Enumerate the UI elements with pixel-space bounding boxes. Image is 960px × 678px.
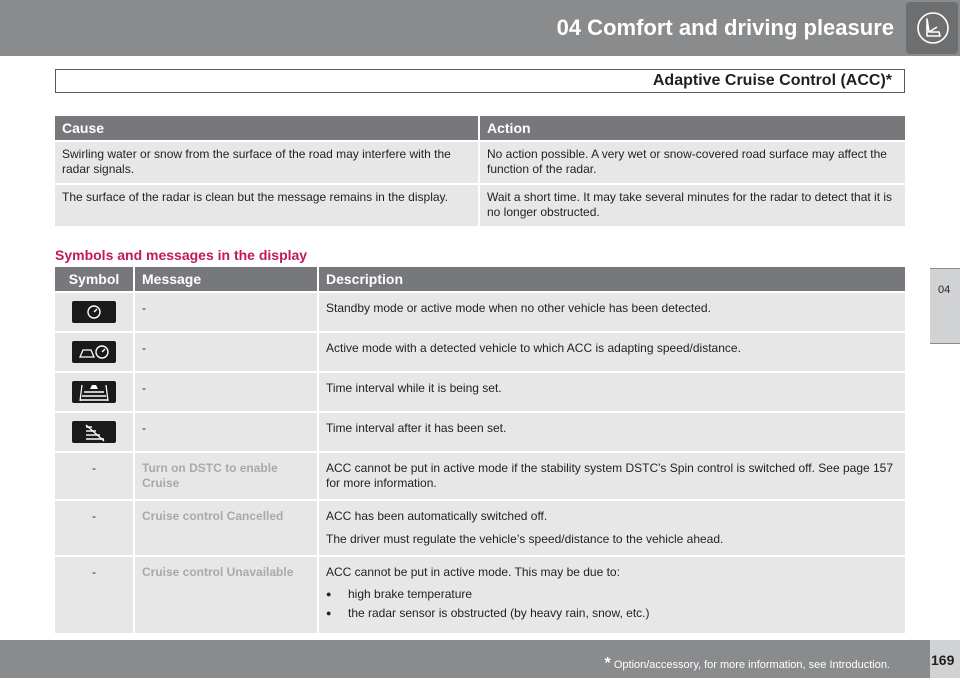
table-row bbox=[55, 413, 905, 451]
message-cell: Cruise control Unavailable bbox=[135, 557, 317, 633]
symbol-cell bbox=[55, 333, 133, 371]
time-interval-set-icon bbox=[72, 421, 116, 443]
description-cell bbox=[319, 557, 905, 633]
car-speedometer-icon bbox=[72, 341, 116, 363]
symbols-table bbox=[53, 265, 907, 635]
bullet-item: ● the radar sensor is obstructed (by heavy rain, snow, etc.) bbox=[326, 606, 898, 621]
symbol-cell bbox=[55, 293, 133, 331]
time-interval-setting-icon bbox=[72, 381, 116, 403]
seat-icon bbox=[917, 10, 949, 46]
symbols-heading: Symbols and messages in the display bbox=[55, 247, 308, 263]
header-bar bbox=[0, 0, 960, 56]
description-line: ACC cannot be put in active mode. This may be due to: bbox=[326, 565, 620, 579]
bullet-list bbox=[326, 587, 898, 621]
symbol-cell: - bbox=[55, 453, 133, 499]
description-cell bbox=[319, 501, 905, 555]
action-cell: Wait a short time. It may take several minutes for the radar to detect that it is no longer obstructed. bbox=[480, 185, 905, 226]
chapter-title: 04 Comfort and driving pleasure bbox=[556, 15, 894, 40]
footer-note bbox=[605, 655, 890, 673]
table-row bbox=[55, 453, 905, 499]
page-number: 169 bbox=[931, 652, 955, 668]
column-header-action: Action bbox=[480, 116, 905, 140]
symbol-cell: - bbox=[55, 557, 133, 633]
cause-cell: Swirling water or snow from the surface of the road may interfere with the radar signals. bbox=[55, 142, 478, 183]
bullet-item: ● high brake temperature bbox=[326, 587, 898, 602]
action-cell: No action possible. A very wet or snow-covered road surface may affect the function of the radar. bbox=[480, 142, 905, 183]
section-title-box bbox=[55, 69, 905, 93]
chapter-tab-label: 04 bbox=[938, 284, 951, 296]
table-row bbox=[55, 557, 905, 633]
description-cell: ACC cannot be put in active mode if the stability system DSTC's Spin control is switched off. See page 157 for more information. bbox=[319, 453, 905, 499]
description-line: The driver must regulate the vehicle’s speed/distance to the vehicle ahead. bbox=[326, 532, 724, 546]
speedometer-icon bbox=[72, 301, 116, 323]
description-cell: Active mode with a detected vehicle to which ACC is adapting speed/distance. bbox=[319, 333, 905, 371]
chapter-tab[interactable] bbox=[930, 268, 960, 344]
description-cell: Time interval after it has been set. bbox=[319, 413, 905, 451]
message-cell: - bbox=[135, 293, 317, 331]
description-cell: Standby mode or active mode when no other vehicle has been detected. bbox=[319, 293, 905, 331]
column-header-description: Description bbox=[319, 267, 905, 291]
footnote-text: Option/accessory, for more information, see Introduction. bbox=[613, 659, 890, 671]
chapter-icon-box bbox=[906, 2, 958, 54]
column-header-symbol: Symbol bbox=[55, 267, 133, 291]
section-title: Adaptive Cruise Control (ACC)* bbox=[652, 72, 892, 89]
cause-action-table bbox=[53, 114, 907, 228]
table-row bbox=[55, 293, 905, 331]
table-row bbox=[55, 142, 905, 183]
message-cell: Cruise control Cancelled bbox=[135, 501, 317, 555]
cause-cell: The surface of the radar is clean but the message remains in the display. bbox=[55, 185, 478, 226]
message-cell: Turn on DSTC to enable Cruise bbox=[135, 453, 317, 499]
footer-bar bbox=[0, 640, 930, 678]
table-row bbox=[55, 373, 905, 411]
footnote-star: * bbox=[604, 655, 611, 672]
description-line: ACC has been automatically switched off. bbox=[326, 509, 548, 523]
message-cell: - bbox=[135, 373, 317, 411]
table-header-row bbox=[55, 267, 905, 291]
table-row bbox=[55, 333, 905, 371]
message-cell: - bbox=[135, 333, 317, 371]
symbol-cell bbox=[55, 373, 133, 411]
column-header-cause: Cause bbox=[55, 116, 478, 140]
table-row bbox=[55, 185, 905, 226]
table-header-row bbox=[55, 116, 905, 140]
column-header-message: Message bbox=[135, 267, 317, 291]
table-row bbox=[55, 501, 905, 555]
symbol-cell bbox=[55, 413, 133, 451]
symbol-cell: - bbox=[55, 501, 133, 555]
description-cell: Time interval while it is being set. bbox=[319, 373, 905, 411]
message-cell: - bbox=[135, 413, 317, 451]
